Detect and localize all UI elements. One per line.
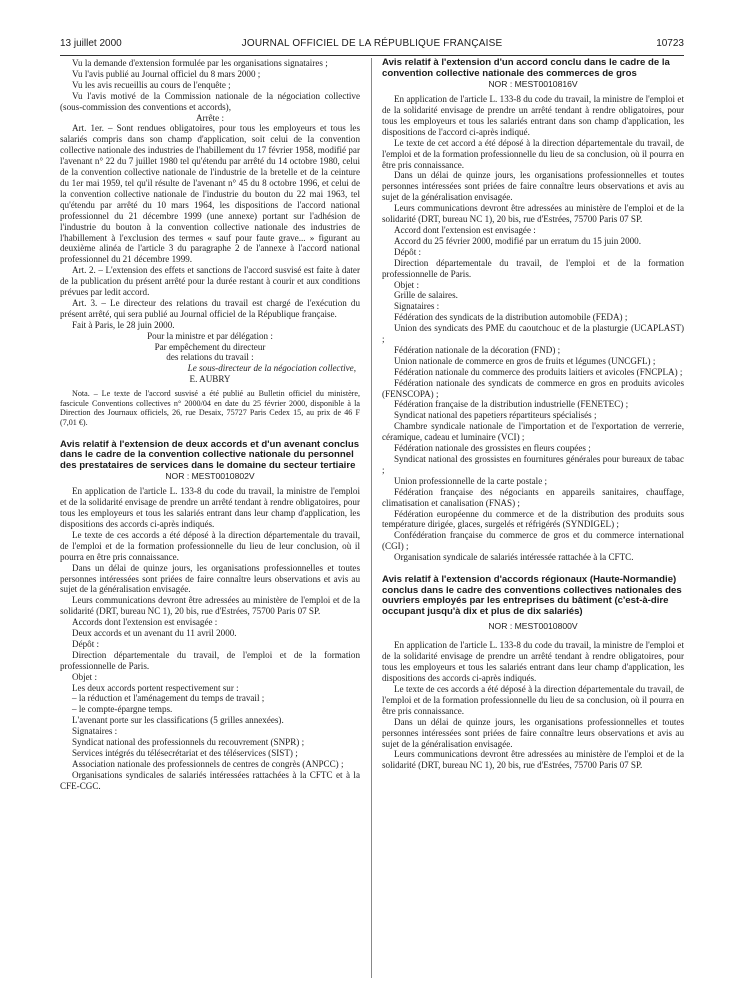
signataire: Organisations syndicales de salariés intéressées rattachées à la CFTC et à la CFE-CGC. (60, 769, 360, 791)
paragraph: Vu l'avis motivé de la Commission nationale de la négociation collective (sous-commission des conventions et accords), (60, 90, 360, 112)
depot-text: Direction départementale du travail, de l'emploi et de la formation professionnelle de Paris. (60, 649, 360, 671)
signataire: Confédération française du commerce de gros et du commerce international (CGI) ; (382, 530, 684, 552)
right-column (382, 58, 684, 771)
column-divider (371, 58, 372, 978)
signataire: Union nationale de commerce en gros de fruits et légumes (UNCGFL) ; (394, 355, 656, 366)
paragraph: Leurs communications devront être adressées au ministère de l'emploi et de la solidarité (DRT, bureau NC 1), 20 bis, rue d'Estrées, 75700 Paris 07 SP. (60, 595, 360, 617)
signataire: Chambre syndicale nationale de l'importation et de l'exportation de verrerie, céramique, cadeau et luminaire (VCI) ; (382, 421, 684, 443)
nota: Nota. – Le texte de l'accord susvisé a été publié au Bulletin officiel du ministère, fascicule Conventions collectives n° 2000/04 en date du 25 février 2000, disponible à la Direction des Journaux officiels, 26, rue Desaix, 75727 Paris Cedex 15, au prix de 46 F (7,01 €). (60, 389, 360, 427)
objet-label: Objet : (72, 671, 98, 682)
signature-line: des relations du travail : (166, 352, 254, 363)
paragraph: Dans un délai de quinze jours, les organisations professionnelles et toutes personnes intéressées sont priées de faire connaître leurs observations et avis au sujet de la généralisation envisagée. (382, 716, 684, 749)
page-header (60, 38, 684, 52)
avis-title: Avis relatif à l'extension d'accords régionaux (Haute-Normandie) conclus dans le cadre des conventions collectives nationales des ouvriers employés par les entreprises du bâtiment (c'est-à-dire occupant jusqu'à dix et plus de dix salariés) (382, 574, 682, 617)
signataire: Fédération nationale des grossistes en fleurs coupées ; (394, 443, 591, 454)
paragraph: En application de l'article L. 133-8 du code du travail, la ministre de l'emploi et de la solidarité envisage de prendre un arrêté tendant à rendre obligatoires, pour tous les employeurs et tous les salariés entrant dans leur champ d'application, les dispositions des accords ci-après indiqués. (382, 640, 684, 684)
signataire: Syndicat national des professionnels du recouvrement (SNPR) ; (72, 737, 305, 748)
objet-line: Les deux accords portent respectivement sur : (72, 682, 239, 693)
header-date: 13 juillet 2000 (60, 38, 122, 49)
paragraph: Vu l'avis publié au Journal officiel du 8 mars 2000 ; (72, 68, 261, 79)
signature-title: Le sous-directeur de la négociation collective, (187, 363, 356, 374)
signataire: Fédération française des négociants en appareils sanitaires, chauffage, climatisation et canalisation (FNAS) ; (382, 486, 684, 508)
signataire: Association nationale des professionnels de centres de congrès (ANPCC) ; (72, 758, 344, 769)
signataire: Union des syndicats des PME du caoutchouc et de la plasturgie (UCAPLAST) ; (382, 323, 684, 345)
fait-line: Fait à Paris, le 28 juin 2000. (72, 319, 175, 330)
depot-label: Dépôt : (394, 246, 422, 257)
signataire: Fédération des syndicats de la distribution automobile (FEDA) ; (394, 312, 628, 323)
article-2: Art. 2. – L'extension des effets et sanctions de l'accord susvisé est faite à dater de la publication du présent arrêté pour la durée restant à courir et aux conditions prévues par ledit accord. (60, 265, 360, 298)
paragraph: Le texte de ces accords a été déposé à la direction départementale du travail, de l'emploi et de la formation professionnelle du lieu de leur conclusion, où il pourra en être pris connaissance. (60, 529, 360, 562)
arrete-heading: Arrête : (195, 112, 225, 123)
signataire: Syndicat national des papetiers répartiteurs spécialisés ; (394, 410, 597, 421)
page-number: 10723 (656, 38, 684, 49)
paragraph: En application de l'article L. 133-8 du code du travail, la ministre de l'emploi et de la solidarité envisage de prendre un arrêté tendant à rendre obligatoires, pour tous les employeurs et tous les salariés entrant dans leur champ d'application, les dispositions des accords ci-après indiqués. (60, 486, 360, 529)
header-rule (60, 55, 684, 56)
objet-line: – le compte-épargne temps. (72, 704, 173, 715)
objet-line: – la réduction et l'aménagement du temps de travail ; (72, 693, 265, 704)
signataire: Fédération européenne du commerce et de la distribution des produits sous température dirigée, glaces, surgelés et réfrigérés (SYNDIGEL) ; (382, 508, 684, 530)
paragraph: Dans un délai de quinze jours, les organisations professionnelles et toutes personnes intéressées sont priées de faire connaître leurs observations et avis au sujet de la généralisation envisagée. (60, 562, 360, 595)
accords-text: Deux accords et un avenant du 11 avril 2000. (72, 628, 237, 639)
nor-reference: NOR : MESТ0010802V (165, 471, 255, 482)
avis-title: Avis relatif à l'extension d'un accord conclu dans le cadre de la convention collective nationale des commerces de gros (382, 57, 670, 79)
paragraph: Leurs communications devront être adressées au ministère de l'emploi et de la solidarité (DRT, bureau NC 1), 20 bis, rue d'Estrées, 75700 Paris 07 SP. (382, 203, 684, 225)
avis-title: Avis relatif à l'extension de deux accords et d'un avenant conclus dans le cadre de la convention collective nationale du personnel des prestataires de services dans le domaine du secteur tertiaire (60, 438, 360, 471)
paragraph: Leurs communications devront être adressées au ministère de l'emploi et de la solidarité (DRT, bureau NC 1), 20 bis, rue d'Estrées, 75700 Paris 07 SP. (382, 749, 684, 771)
nor-reference: NOR : MESТ0010816V (488, 79, 578, 90)
accords-label: Accords dont l'extension est envisagée : (72, 617, 218, 628)
paragraph: Dans un délai de quinze jours, les organisations professionnelles et toutes personnes intéressées sont priées de faire connaître leurs observations et avis au sujet de la généralisation envisagée. (382, 170, 684, 203)
signataire: Fédération nationale des syndicats de commerce en gros en produits avicoles (FENSCOPA) ; (382, 377, 684, 399)
paragraph: Vu les avis recueillis au cours de l'enquête ; (72, 79, 231, 90)
signature-line: Par empêchement du directeur (154, 341, 266, 352)
depot-label: Dépôt : (72, 638, 100, 649)
article-3: Art. 3. – Le directeur des relations du travail est chargé de l'exécution du présent arrêté, qui sera publié au Journal officiel de la République française. (60, 297, 360, 319)
signature-name: E. AUBRY (189, 374, 231, 385)
accord-label: Accord dont l'extension est envisagée : (394, 224, 536, 235)
paragraph: Le texte de cet accord a été déposé à la direction départementale du travail, de l'emploi et de la formation professionnelle du lieu de sa conclusion, où il pourra en être pris connaissance. (382, 137, 684, 170)
signature-line: Pour la ministre et par délégation : (147, 330, 273, 341)
objet-text: Grille de salaires. (394, 290, 458, 301)
signataire: Organisation syndicale de salariés intéressée rattachée à la CFTC. (394, 552, 634, 563)
journal-title: JOURNAL OFFICIEL DE LA RÉPUBLIQUE FRANÇAISE (241, 38, 503, 49)
signataire: Fédération nationale de la décoration (FND) ; (394, 344, 561, 355)
objet-label: Objet : (394, 279, 420, 290)
accord-text: Accord du 25 février 2000, modifié par un erratum du 15 juin 2000. (394, 235, 641, 246)
signataires-label: Signataires : (394, 301, 440, 312)
objet-line: L'avenant porte sur les classifications (5 grilles annexées). (72, 715, 284, 726)
signataire: Union professionnelle de la carte postale ; (394, 475, 548, 486)
nor-reference: NOR : MESТ0010800V (488, 621, 578, 632)
paragraph: Vu la demande d'extension formulée par les organisations signataires ; (72, 58, 328, 68)
signataire: Fédération nationale du commerce des produits laitiers et avicoles (FNCPLA) ; (394, 366, 683, 377)
signataire: Syndicat national des grossistes en fournitures générales pour bureaux de tabac ; (382, 454, 684, 475)
left-column (60, 58, 360, 792)
depot-text: Direction départementale du travail, de l'emploi et de la formation professionnelle de Paris. (382, 257, 684, 279)
signataire: Fédération française de la distribution industrielle (FENETEC) ; (394, 399, 629, 410)
paragraph: En application de l'article L. 133-8 du code du travail, la ministre de l'emploi et de la solidarité envisage de prendre un arrêté tendant à rendre obligatoires, pour tous les employeurs et tous les salariés entrant dans son champ d'application, les dispositions de l'accord ci-après indiqué. (382, 94, 684, 137)
signataires-label: Signataires : (72, 726, 118, 737)
signataire: Services intégrés du télésecrétariat et des téléservices (SIST) ; (72, 748, 298, 758)
paragraph: Le texte de ces accords a été déposé à la direction départementale du travail, de l'emploi et de la formation professionnelle du lieu de sa conclusion, où il pourra en être pris connaissance. (382, 683, 684, 716)
article-1: Art. 1er. – Sont rendues obligatoires, pour tous les employeurs et tous les salariés compris dans son champ d'application, soit celui de la convention collective nationale des industries de l'habillement du 17 février 1958, modifié par l'avenant n° 22 du 7 juillet 1980 tel qu'étendu par arrêté du 14 octobre 1980, celui de la convention collective nationale de l'industrie de la bretelle et de la ceinture du 1er mai 1959, tel qu'il résulte de l'avenant n° 45 du 8 octobre 1996, et celui de la convention collective nationale de l'industrie du bouton du 22 mai 1963, tel qu'étendu par arrêté du 10 mars 1964, les dispositions de l'accord national professionnel du 21 décembre 1999 (une annexe) portant sur l'adhésion de l'industrie du bouton à la convention collective nationale des industries de l'habillement à l'exclusion des termes « sauf pour faute grave... » figurant au deuxième alinéa de l'article 3 du paragraphe 2 de l'annexe à l'accord national professionnel du 21 décembre 1999. (60, 123, 360, 265)
